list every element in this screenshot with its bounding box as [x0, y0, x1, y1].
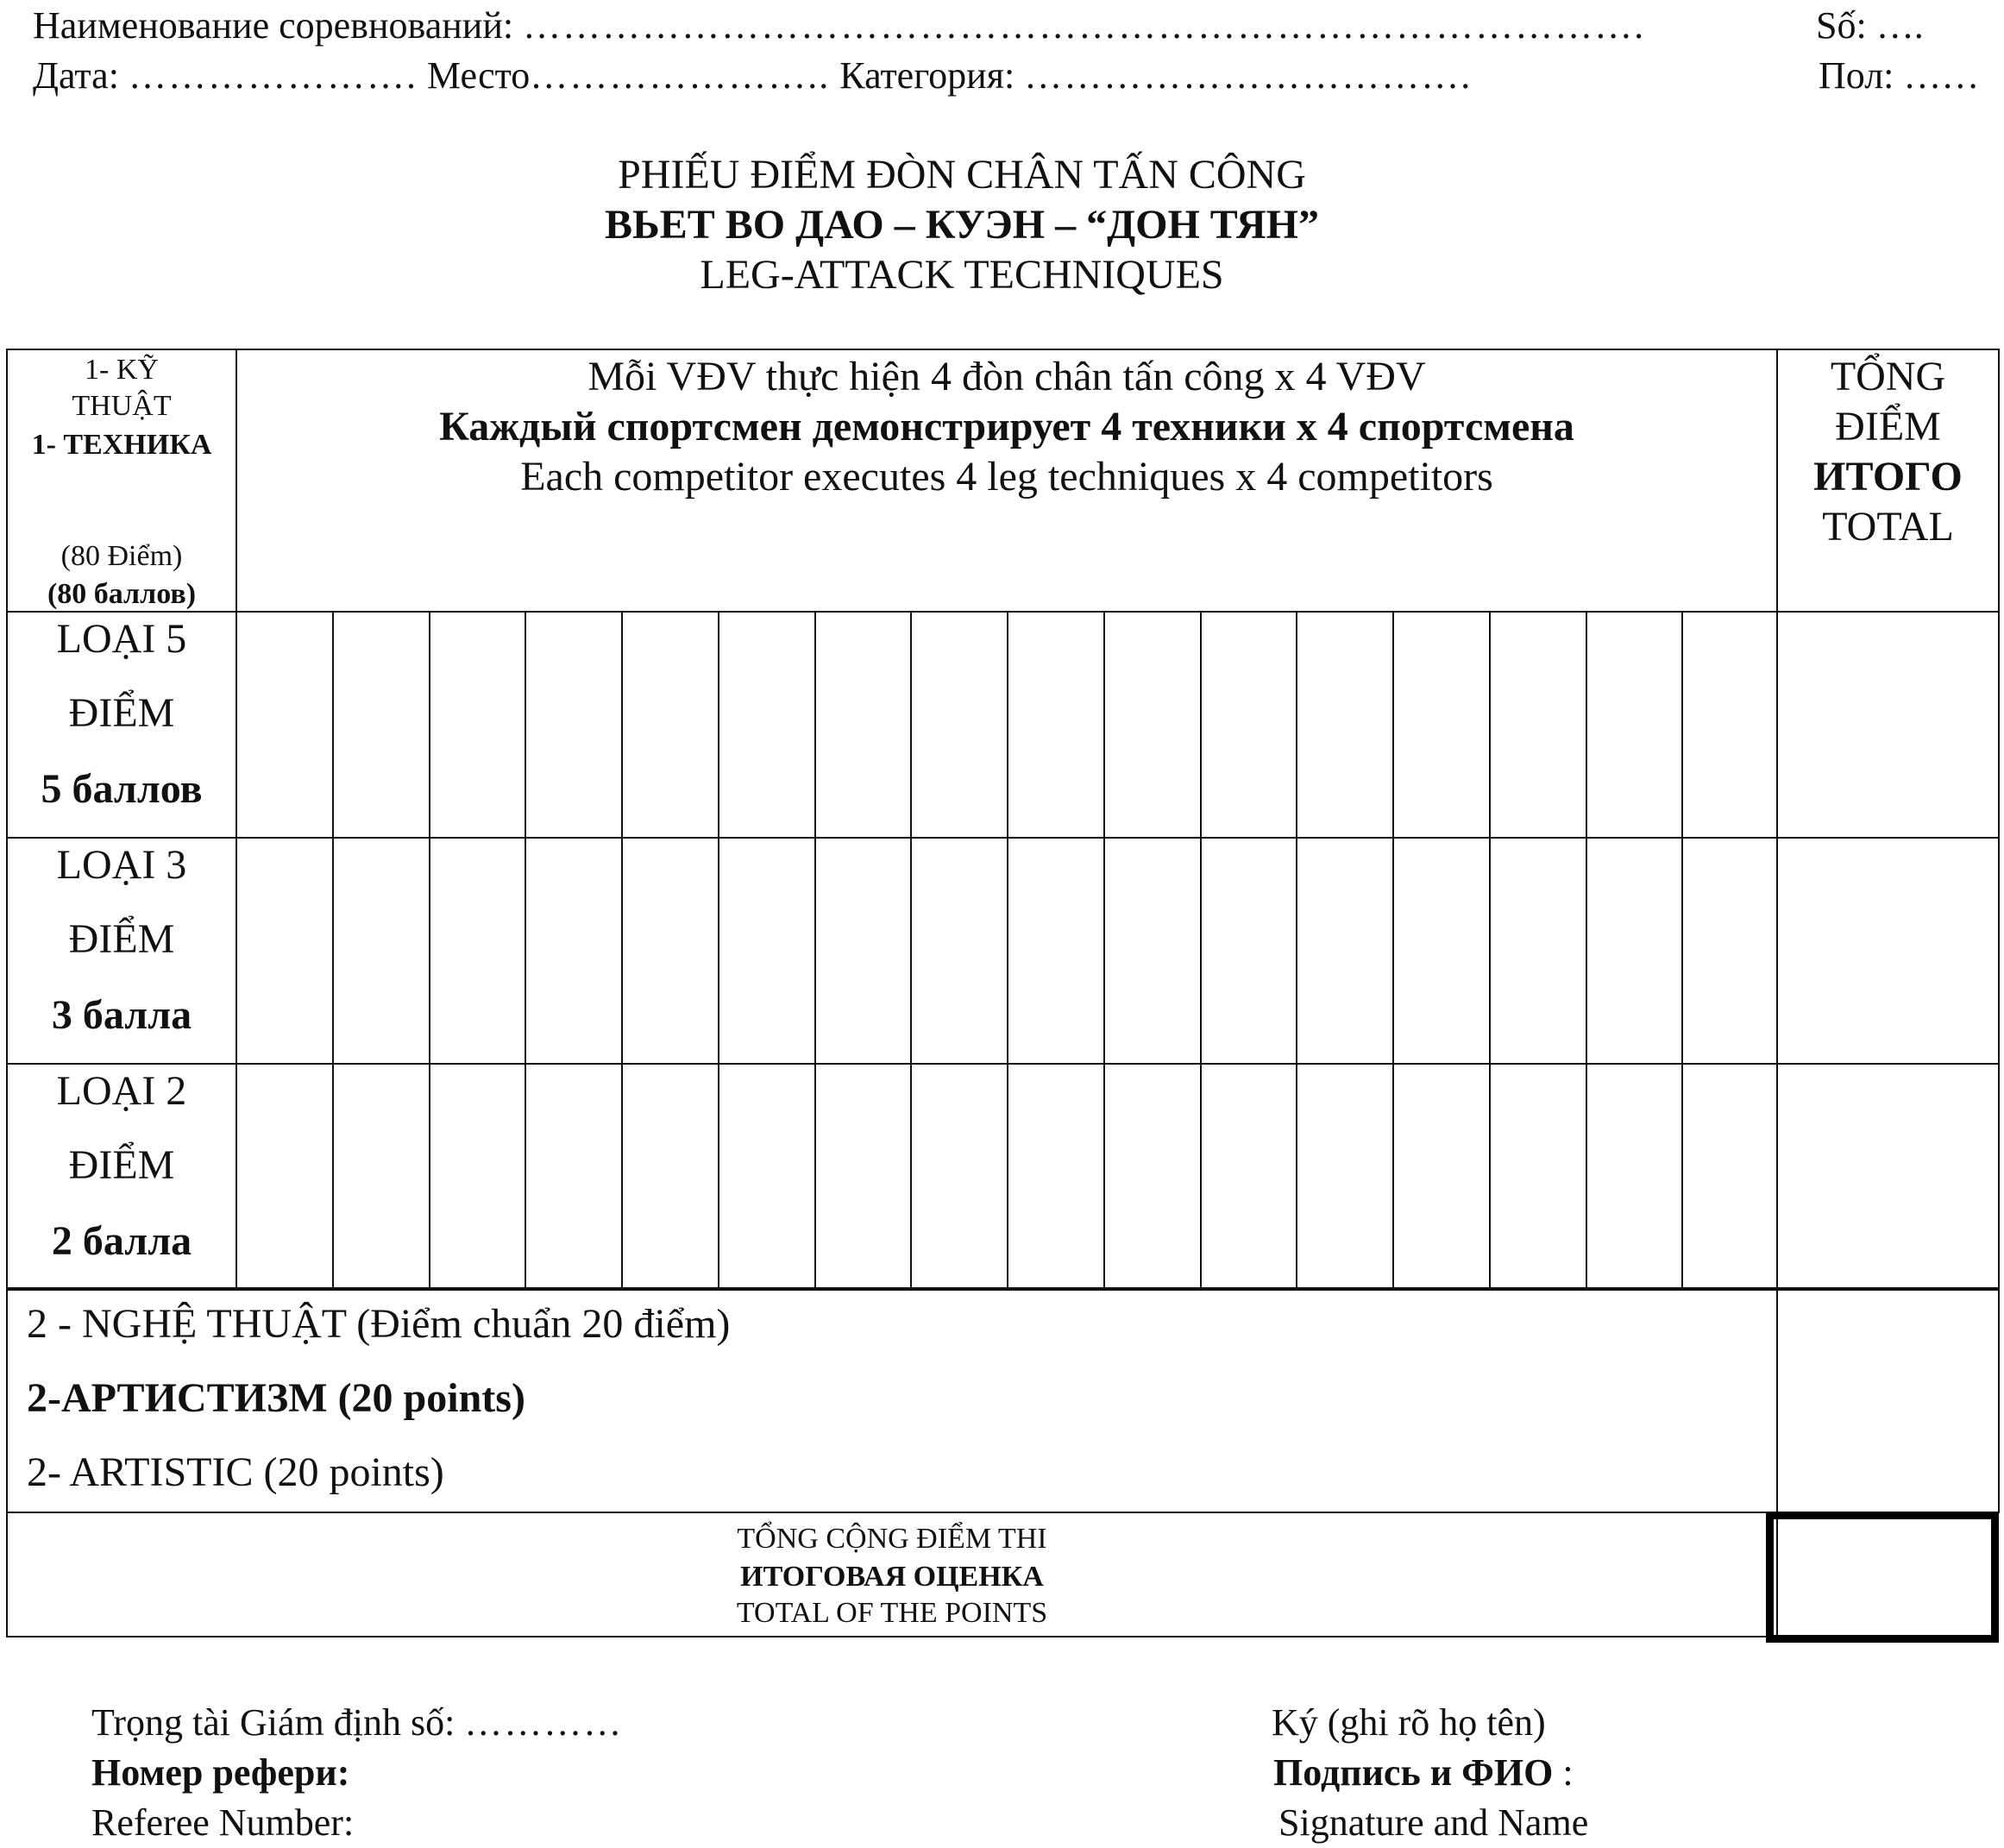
total-header-cell	[1776, 349, 2000, 613]
score-cell[interactable]	[816, 613, 913, 837]
score-cell[interactable]	[237, 839, 334, 1063]
score-cell[interactable]	[334, 613, 430, 837]
score-cell[interactable]	[623, 839, 719, 1063]
score-cell[interactable]	[430, 613, 527, 837]
technique-points-vi: (80 Điểm)	[60, 540, 183, 572]
competition-name-field[interactable]: ………………………………………………………………………….	[523, 4, 1646, 47]
place-field[interactable]: …………………..	[530, 54, 831, 97]
score-cell[interactable]	[1491, 613, 1587, 837]
number-label: Số:	[1816, 4, 1867, 47]
score-cell[interactable]	[912, 1065, 1008, 1289]
date-field[interactable]: ………………….	[128, 54, 418, 97]
score-cell[interactable]	[1394, 1065, 1491, 1289]
score-row-points-vi: ĐIỂM	[68, 916, 175, 962]
place-label: Место	[426, 54, 531, 97]
artistic-label-vi: 2 - NGHỆ THUẬT (Điểm chuẩn 20 điểm)	[27, 1301, 731, 1347]
score-row-points-vi: ĐIỂM	[68, 690, 175, 736]
gender-field[interactable]: ……	[1903, 54, 1980, 97]
score-row-type: LOẠI 2	[56, 1068, 187, 1114]
score-cell[interactable]	[912, 839, 1008, 1063]
score-cell[interactable]	[1105, 1065, 1202, 1289]
signature-label-vi: Ký (ghi rõ họ tên)	[1272, 1701, 1546, 1744]
grand-total-vi: TỔNG CỘNG ĐIỂM THI	[737, 1523, 1047, 1555]
score-cell[interactable]	[623, 613, 719, 837]
grand-total-ru: ИТОГОВАЯ ОЦЕНКА	[740, 1561, 1044, 1593]
score-cell[interactable]	[1491, 839, 1587, 1063]
score-row-label-cell	[6, 611, 237, 839]
score-sheet-table	[6, 349, 2000, 1637]
score-row-type: LOẠI 5	[56, 616, 187, 662]
date-place-category-line	[33, 52, 1472, 100]
grand-total-value-box[interactable]	[1766, 1512, 1999, 1643]
total-header-vi: TỔNG ĐIỂM	[1830, 354, 1946, 449]
instructions-ru: Каждый спортсмен демонстрирует 4 техники х 4 спортсмена	[439, 404, 1574, 449]
score-cell[interactable]	[1008, 613, 1105, 837]
score-cell[interactable]	[334, 1065, 430, 1289]
referee-number-field[interactable]: …………	[464, 1701, 624, 1744]
instructions-en: Each competitor executes 4 leg techniques x 4 competitors	[520, 454, 1493, 500]
category-label: Категория:	[839, 54, 1015, 97]
grand-total-label-cell	[6, 1512, 1778, 1637]
total-header-en: TOTAL	[1822, 504, 1954, 550]
signature-label-ru: Подпись и ФИО	[1273, 1751, 1554, 1794]
score-cell[interactable]	[1587, 613, 1684, 837]
title-english: LEG-ATTACK TECHNIQUES	[700, 252, 1224, 298]
instructions-header-cell	[236, 349, 1778, 613]
score-cell[interactable]	[912, 613, 1008, 837]
score-grid	[236, 837, 1778, 1065]
score-cell[interactable]	[1202, 839, 1298, 1063]
technique-points-ru: (80 баллов)	[47, 578, 197, 610]
category-field[interactable]: …………………………….	[1024, 54, 1473, 97]
score-cell[interactable]	[1297, 839, 1394, 1063]
referee-label-ru: Номер рефери:	[91, 1751, 350, 1794]
score-cell[interactable]	[1297, 613, 1394, 837]
artistic-label-ru: 2-АРТИСТИЗМ (20 points)	[27, 1375, 525, 1421]
score-cell[interactable]	[623, 1065, 719, 1289]
total-header-ru: ИТОГО	[1813, 454, 1963, 500]
grand-total-en: TOTAL OF THE POINTS	[736, 1597, 1048, 1629]
technique-header-ru: 1- ТЕХНИКА	[31, 429, 212, 461]
signature-colon: :	[1562, 1751, 1574, 1794]
referee-label-vi: Trọng tài Giám định số:	[91, 1701, 455, 1744]
score-cell[interactable]	[334, 839, 430, 1063]
technique-header-cell	[6, 349, 237, 613]
score-cell[interactable]	[526, 1065, 623, 1289]
number-line	[1816, 2, 1924, 50]
artistic-cell	[6, 1287, 1778, 1513]
score-cell[interactable]	[526, 839, 623, 1063]
score-cell[interactable]	[1587, 839, 1684, 1063]
score-row-type: LOẠI 3	[56, 842, 187, 888]
score-cell[interactable]	[237, 1065, 334, 1289]
score-cell[interactable]	[719, 1065, 816, 1289]
score-cell[interactable]	[1394, 839, 1491, 1063]
signature-label-en: Signature and Name	[1278, 1801, 1589, 1844]
gender-label: Пол:	[1819, 54, 1894, 97]
title-vietnamese: PHIẾU ĐIỂM ĐÒN CHÂN TẤN CÔNG	[618, 152, 1306, 198]
competition-name-line	[33, 2, 1645, 50]
score-cell[interactable]	[1008, 1065, 1105, 1289]
score-row-points-vi: ĐIỂM	[68, 1142, 175, 1188]
score-row-total-cell[interactable]	[1776, 611, 2000, 839]
score-cell[interactable]	[719, 613, 816, 837]
date-label: Дата:	[33, 54, 119, 97]
score-cell[interactable]	[1491, 1065, 1587, 1289]
score-cell[interactable]	[1394, 613, 1491, 837]
score-cell[interactable]	[816, 1065, 913, 1289]
score-cell[interactable]	[816, 839, 913, 1063]
score-row-total-cell[interactable]	[1776, 837, 2000, 1065]
technique-header-vi: 1- KỸ THUẬT	[72, 354, 172, 422]
score-row-total-cell[interactable]	[1776, 1063, 2000, 1291]
title-russian: ВЬЕТ ВО ДАО – КУЭН – “ДОН ТЯН”	[605, 202, 1319, 248]
score-cell[interactable]	[430, 1065, 527, 1289]
score-cell[interactable]	[1202, 613, 1298, 837]
score-row-points-ru: 5 баллов	[41, 766, 203, 812]
number-field[interactable]: ….	[1875, 4, 1924, 47]
artistic-label-en: 2- ARTISTIC (20 points)	[27, 1449, 444, 1495]
signature-line-ru	[1273, 1748, 1574, 1798]
score-cell[interactable]	[1105, 613, 1202, 837]
competition-name-label: Наименование соревнований:	[33, 4, 514, 47]
score-grid	[236, 1063, 1778, 1291]
score-row-label-cell	[6, 1063, 237, 1291]
score-cell[interactable]	[526, 613, 623, 837]
referee-label-en: Referee Number:	[91, 1801, 355, 1844]
score-cell[interactable]	[237, 613, 334, 837]
score-cell[interactable]	[1587, 1065, 1684, 1289]
score-grid	[236, 611, 1778, 839]
score-row-points-ru: 3 балла	[51, 992, 192, 1038]
score-cell[interactable]	[1008, 839, 1105, 1063]
artistic-total-cell[interactable]	[1776, 1287, 2000, 1513]
score-cell[interactable]	[1297, 1065, 1394, 1289]
score-row-points-ru: 2 балла	[51, 1218, 192, 1264]
score-row-label-cell	[6, 837, 237, 1065]
score-cell[interactable]	[1202, 1065, 1298, 1289]
score-cell[interactable]	[430, 839, 527, 1063]
instructions-vi: Mỗi VĐV thực hiện 4 đòn chân tấn công x 4 VĐV	[587, 354, 1426, 399]
referee-number-line	[91, 1698, 623, 1748]
score-cell[interactable]	[1105, 839, 1202, 1063]
score-cell[interactable]	[719, 839, 816, 1063]
gender-line	[1819, 52, 1979, 100]
